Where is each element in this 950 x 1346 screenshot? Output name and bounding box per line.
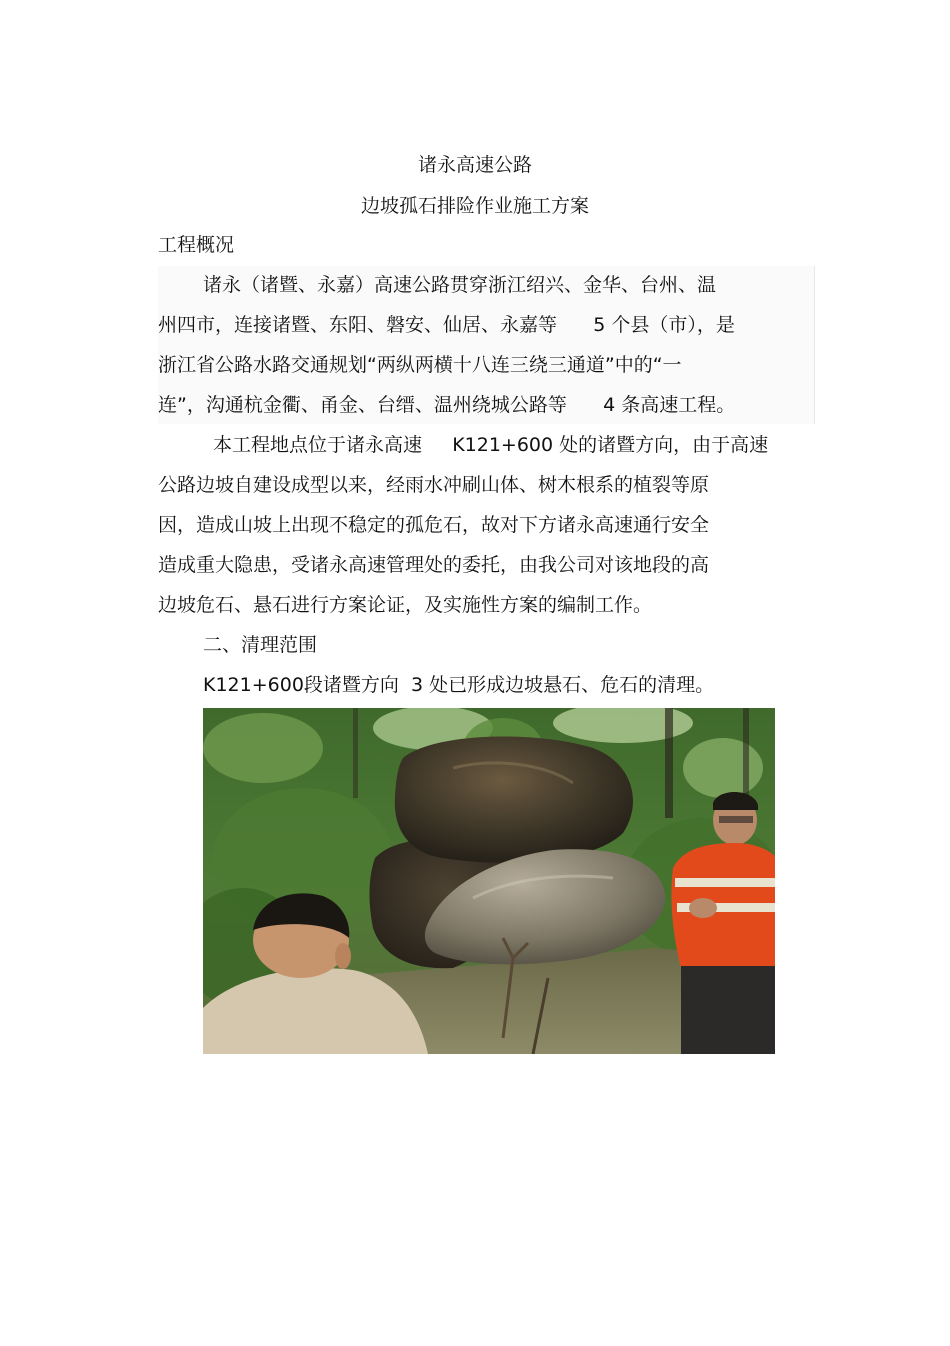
overview-line-3: 浙江省公路水路交通规划“两纵两横十八连三绕三通道”中的“一 — [158, 354, 682, 376]
overview-line-1: 诸永（诸暨、永嘉）高速公路贯穿浙江绍兴、金华、台州、温 — [203, 274, 717, 296]
overview-line-4: 连”，沟通杭金衢、甬金、台缙、温州绕城公路等 4 条高速工程。 — [158, 394, 736, 416]
location-line-3: 因，造成山坡上出现不稳定的孤危石，故对下方诸永高速通行安全 — [158, 514, 710, 536]
hillside-boulders-photo — [203, 708, 775, 1054]
document-title: 诸永高速公路 — [417, 154, 532, 176]
section-heading-scope: 二、清理范围 — [203, 634, 318, 656]
location-line-2: 公路边坡自建设成型以来，经雨水冲刷山体、树木根系的植裂等原 — [158, 474, 710, 496]
top-boulder — [395, 737, 633, 863]
document-subtitle: 边坡孤石排险作业施工方案 — [360, 195, 589, 217]
location-line-4: 造成重大隐患，受诸永高速管理处的委托，由我公司对该地段的高 — [158, 554, 710, 576]
location-line-5: 边坡危石、悬石进行方案论证，及实施性方案的编制工作。 — [158, 594, 653, 616]
scope-line: K121+600段诸暨方向 3 处已形成边坡悬石、危石的清理。 — [203, 674, 715, 696]
location-line-1: 本工程地点位于诸永高速 K121+600 处的诸暨方向，由于高速 — [213, 434, 769, 456]
section-heading-overview: 工程概况 — [158, 234, 235, 256]
overview-line-2: 州四市，连接诸暨、东阳、磐安、仙居、永嘉等 5 个县（市），是 — [158, 314, 735, 336]
